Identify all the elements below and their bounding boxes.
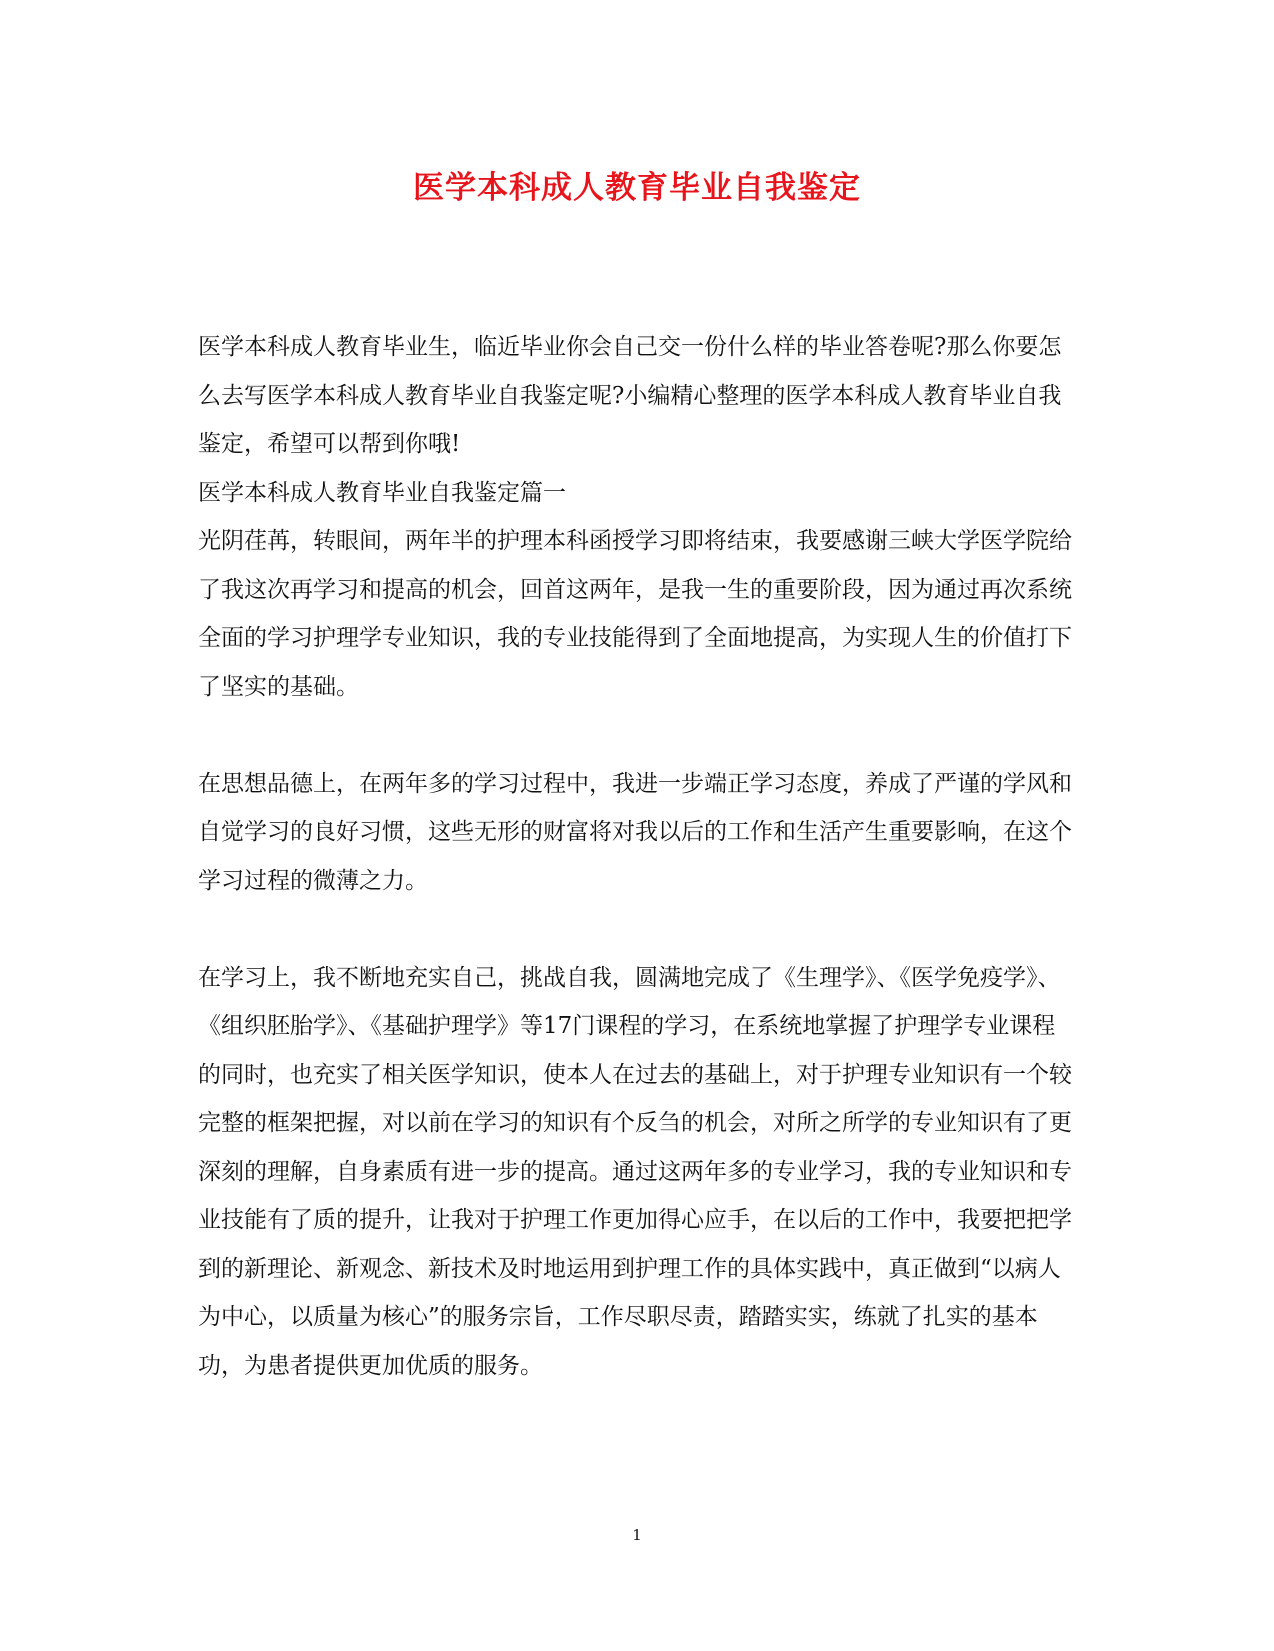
paragraph-gap	[198, 711, 1078, 760]
body-paragraph-1: 光阴荏苒，转眼间，两年半的护理本科函授学习即将结束，我要感谢三峡大学医学院给了我这次再学习和提高的机会，回首这两年，是我一生的重要阶段，因为通过再次系统全面的学习护理学专业知识，我的专业技能得到了全面地提高，为实现人生的价值打下了坚实的基础。	[198, 528, 1072, 700]
body-paragraph-2: 在思想品德上，在两年多的学习过程中，我进一步端正学习态度，养成了严谨的学风和自觉学习的良好习惯，这些无形的财富将对我以后的工作和生活产生重要影响，在这个学习过程的微薄之力。	[198, 770, 1072, 894]
intro-paragraph: 医学本科成人教育毕业生，临近毕业你会自己交一份什么样的毕业答卷呢?那么你要怎么去写医学本科成人教育毕业自我鉴定呢?小编精心整理的医学本科成人教育毕业自我鉴定，希望可以帮到你哦!	[198, 334, 1062, 457]
page-number: 1	[632, 1526, 642, 1544]
section-heading: 医学本科成人教育毕业自我鉴定篇一	[198, 479, 566, 506]
paragraph-gap	[198, 905, 1078, 954]
document-body	[198, 323, 1078, 1390]
body-paragraph-3: 在学习上，我不断地充实自己，挑战自我，圆满地完成了《生理学》、《医学免疫学》、《组织胚胎学》、《基础护理学》等17门课程的学习，在系统地掌握了护理学专业课程的同时，也充实了相关医学知识，使本人在过去的基础上，对于护理专业知识有一个较完整的框架把握，对以前在学习的知识有个反刍的机会，对所之所学的专业知识有了更深刻的理解，自身素质有进一步的提高。通过这两年多的专业学习，我的专业知识和专业技能有了质的提升，让我对于护理工作更加得心应手，在以后的工作中，我要把把学到的新理论、新观念、新技术及时地运用到护理工作的具体实践中，真正做到“以病人为中心，以质量为核心”的服务宗旨，工作尽职尽责，踏踏实实，练就了扎实的基本功，为患者提供更加优质的服务。	[198, 964, 1072, 1379]
document-title: 医学本科成人教育毕业自我鉴定	[413, 170, 861, 206]
